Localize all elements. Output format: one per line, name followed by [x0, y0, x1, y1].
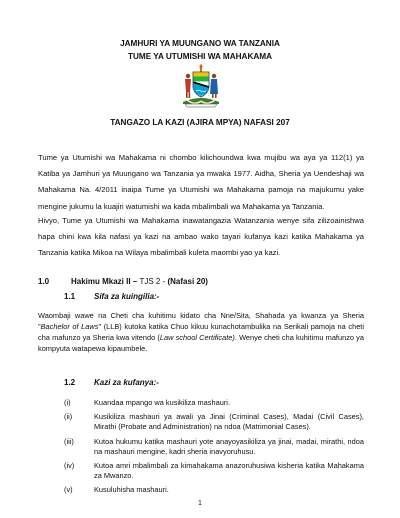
intro-paragraph-1: Tume ya Utumishi wa Mahakama ni chombo kilichoundwa kwa mujibu wa aya ya 112(1) ya Katiba ya Jamhuri ya Muungano wa Tanzania ya mwaka 1977. Aidha, Sheria ya Uendeshaji wa Mahakama Na. 4/2011 inaipa Tume ya Utumishi wa Mahakama pamoja na majukumu yake mengine jukumu la kuajiri watumishi wa kada mbalimbali wa Mahakama ya Tanzania. [38, 153, 364, 211]
subsection-1-2-number: 1.2 [64, 378, 76, 387]
header-commission: TUME YA UTUMISHI WA MAHAKAMA [127, 52, 273, 61]
subsection-1-2-title: Kazi za kufanya:- [94, 378, 159, 387]
duties-list [64, 398, 364, 500]
entry-qualifications-text: Waombaji wawe na Cheti cha kuhitimu kidato cha Nne/Sita, Shahada ya kwanza ya Sheria "Bachelor of Laws" (LLB) kutoka katika Chuo kikuu kunachotambulika na Serikali pamoja na cheti cha mafunzo ya Sheria kwa vitendo (Law school Certificate). Wenye cheti cha kuhitimu mafunzo ya kompyuta watapewa kipaumbele. [38, 311, 364, 353]
coat-of-arms-icon [181, 64, 221, 108]
section-1-title: Hakimu Mkazi II – [71, 277, 140, 286]
list-item: (ii) Kusikiliza mashauri ya awali ya Jinai (Criminal Cases), Madai (Civil Cases), Mirathi (Probate and Administration) na ndoa (Matrimonial Cases). [64, 412, 364, 432]
subsection-1-1-title: Sifa za kuingilia:- [94, 292, 160, 301]
section-1-vacancies: (Nafasi 20) [167, 277, 208, 286]
section-1-grade: TJS 2 - [139, 277, 168, 286]
intro-paragraph-2: Hivyo, Tume ya Utumishi wa Mahakama inawatangazia Watanzania wenye sifa zilizoainishwa hapa chini kwa kila nafasi ya kazi na ambao wako tayari kufanya kazi katika Mahakama ya Tanzania katika Mikoa na Wilaya mbalimbali kuleta maombi yao ya kazi. [38, 216, 364, 258]
section-1-number: 1.0 [38, 277, 50, 286]
list-item: (iv) Kutoa amri mbalimbali za kimahakama anazoruhusiwa kisheria katika Mahakama za Mwanzo. [64, 461, 364, 481]
page-number: 1 [198, 500, 202, 507]
list-item: (iii) Kutoa hukumu katika mashauri yote anayoyasikiliza ya jinai, madai, mirathi, ndoa na mashauri mengine, kadri sheria inavyoruhusu. [64, 436, 364, 456]
list-item: (v) Kusuluhisha mashauri. [64, 485, 169, 495]
list-item: (i) Kuandaa mpango wa kusikiliza mashauri. [64, 398, 230, 407]
subsection-1-1-number: 1.1 [64, 292, 76, 301]
job-advert-title: TANGAZO LA KAZI (AJIRA MPYA) NAFASI 207 [110, 118, 290, 127]
header-republic: JAMHURI YA MUUNGANO WA TANZANIA [120, 39, 280, 48]
